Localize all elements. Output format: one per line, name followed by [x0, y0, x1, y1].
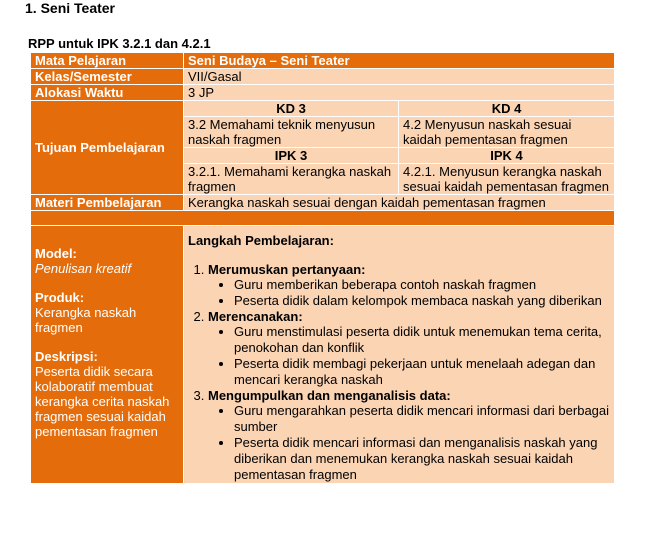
value-alokasi-waktu: 3 JP	[184, 85, 615, 101]
langkah-cell	[184, 226, 615, 484]
step-items	[208, 277, 610, 309]
kd4-head: KD 4	[399, 101, 615, 117]
label-mata-pelajaran: Mata Pelajaran	[31, 53, 184, 69]
produk-label: Produk:	[35, 290, 85, 305]
step-item: • Peserta didik dalam kelompok membaca naskah yang diberikan	[234, 293, 610, 309]
ipk3-head: IPK 3	[184, 148, 399, 164]
rpp-subheading: RPP untuk IPK 3.2.1 dan 4.2.1	[28, 36, 211, 51]
step-item: • Guru menstimulasi peserta didik untuk menemukan tema cerita, penokohan dan konflik	[234, 324, 610, 356]
row-alokasi-waktu	[31, 85, 615, 101]
steps-list	[188, 262, 610, 483]
separator-row	[31, 211, 615, 226]
label-kelas-semester: Kelas/Semester	[31, 69, 184, 85]
step-title: Merencanakan:	[208, 309, 303, 324]
value-mata-pelajaran: Seni Budaya – Seni Teater	[184, 53, 615, 69]
kd3-text: 3.2 Memahami teknik menyusun naskah fragmen	[184, 117, 399, 148]
step-item: • Peserta didik membagi pekerjaan untuk menelaah adegan dan mencari kerangka naskah	[234, 356, 610, 388]
row-langkah	[31, 226, 615, 484]
deskripsi-value: Peserta didik secara kolaboratif membuat kerangka cerita naskah fragmen sesuai kaidah pementasan fragmen	[35, 364, 170, 439]
label-tujuan-pembelajaran: Tujuan Pembelajaran	[31, 101, 184, 195]
step-item: • Guru memberikan beberapa contoh naskah fragmen	[234, 277, 610, 293]
value-materi-pembelajaran: Kerangka naskah sesuai dengan kaidah pementasan fragmen	[184, 195, 615, 211]
model-value: Penulisan kreatif	[35, 261, 132, 276]
ipk4-text: 4.2.1. Menyusun kerangka naskah sesuai kaidah pementasan fragmen	[399, 164, 615, 195]
step-title: Mengumpulkan dan menganalisis data:	[208, 388, 451, 403]
label-materi-pembelajaran: Materi Pembelajaran	[31, 195, 184, 211]
step-1	[208, 262, 610, 309]
kd4-text: 4.2 Menyusun naskah sesuai kaidah pementasan fragmen	[399, 117, 615, 148]
produk-value: Kerangka naskah fragmen	[35, 305, 137, 335]
kd3-head: KD 3	[184, 101, 399, 117]
step-item: • Guru mengarahkan peserta didik mencari informasi dari berbagai sumber	[234, 403, 610, 435]
separator-cell	[31, 211, 615, 226]
step-items	[208, 403, 610, 483]
step-3	[208, 388, 610, 483]
row-materi-pembelajaran	[31, 195, 615, 211]
model-label: Model:	[35, 246, 77, 261]
row-mata-pelajaran	[31, 53, 615, 69]
value-kelas-semester: VII/Gasal	[184, 69, 615, 85]
row-kd-heads	[31, 101, 615, 117]
left-description-cell	[31, 226, 184, 484]
row-kelas-semester	[31, 69, 615, 85]
step-item: • Peserta didik mencari informasi dan menganalisis naskah yang diberikan dan menemukan kerangka naskah sesuai kaidah pementasan fragmen	[234, 435, 610, 483]
ipk3-text: 3.2.1. Memahami kerangka naskah fragmen	[184, 164, 399, 195]
step-items	[208, 324, 610, 388]
ipk4-head: IPK 4	[399, 148, 615, 164]
section-heading: 1. Seni Teater	[25, 0, 116, 16]
step-2	[208, 309, 610, 388]
label-alokasi-waktu: Alokasi Waktu	[31, 85, 184, 101]
rpp-table	[30, 52, 615, 484]
deskripsi-label: Deskripsi:	[35, 349, 98, 364]
langkah-title: Langkah Pembelajaran:	[188, 233, 334, 248]
step-title: Merumuskan pertanyaan:	[208, 262, 366, 277]
